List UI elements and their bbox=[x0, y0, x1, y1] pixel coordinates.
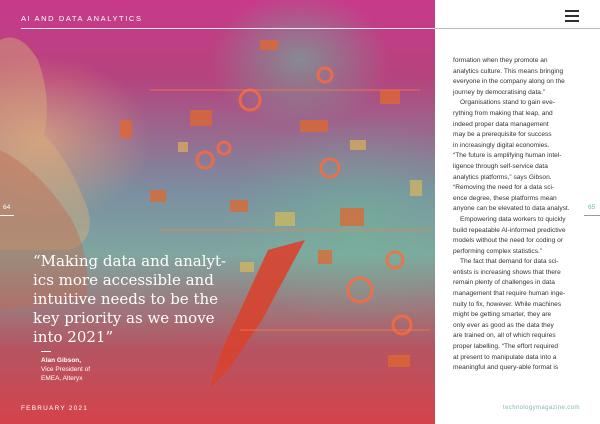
body-text-line: analytics platforms,” says Gibson. bbox=[453, 173, 552, 181]
pull-quote-line: key priority as we move bbox=[33, 309, 215, 327]
body-text-line: journey by democratising data.” bbox=[453, 88, 545, 96]
page-number-left: 64 bbox=[3, 204, 11, 211]
attribution-rule bbox=[41, 351, 51, 352]
author-name: Alan Gibson, bbox=[41, 357, 82, 364]
header-rule-right bbox=[435, 28, 600, 29]
body-text-line: analytics culture. This means bringing bbox=[453, 67, 564, 75]
body-text-line: management that require human inge- bbox=[453, 290, 566, 298]
body-text-line: performing complex statistics.” bbox=[453, 247, 543, 255]
body-text-line: Empowering data workers to quickly bbox=[460, 215, 566, 223]
body-text-line: “The future is amplifying human intel- bbox=[453, 152, 562, 160]
body-text-line: ence degree, these platforms mean bbox=[453, 194, 557, 202]
body-text-line: proper labelling. “The effort required bbox=[453, 343, 559, 351]
website-link[interactable]: technologymagazine.com bbox=[503, 405, 580, 411]
pull-quote-line: “Making data and analyt- bbox=[33, 252, 227, 270]
pull-quote bbox=[33, 252, 233, 347]
pull-quote-line: intuitive needs to be the bbox=[33, 290, 219, 308]
section-tag: AI AND DATA ANALYTICS bbox=[21, 14, 143, 23]
body-text-line: might be getting smarter, they are bbox=[453, 311, 552, 319]
body-text-line: entists is increasing shows that there bbox=[453, 268, 561, 276]
issue-date: FEBRUARY 2021 bbox=[21, 405, 89, 412]
body-text-line: meaningful and query-able format is bbox=[453, 364, 559, 372]
header-rule bbox=[21, 28, 435, 29]
body-text-line: may be a prerequisite for success bbox=[453, 131, 552, 139]
quote-attribution bbox=[41, 356, 90, 383]
author-title: Vice President of bbox=[41, 366, 91, 373]
body-text-line: formation when they promote an bbox=[453, 57, 548, 64]
body-text-line: Organisations stand to gain eve- bbox=[460, 99, 555, 107]
body-text-line: at present to manipulate data into a bbox=[453, 353, 557, 361]
page-number-right-rule bbox=[584, 215, 600, 216]
body-text-line: remain plenty of challenges in data bbox=[453, 279, 555, 287]
body-text-line: nuity to fix, however. While machines bbox=[453, 300, 562, 308]
body-text-line: in increasingly digital economies. bbox=[453, 141, 550, 149]
page-number-left-rule bbox=[0, 215, 14, 216]
article-body bbox=[453, 56, 576, 374]
hamburger-menu-icon[interactable] bbox=[565, 9, 581, 22]
body-text-line: only ever as good as the data they bbox=[453, 321, 554, 329]
body-text-line: are trained on, all of which requires bbox=[453, 332, 556, 340]
body-text-line: everyone in the company along on the bbox=[453, 78, 565, 86]
body-text-line: indeed proper data management bbox=[453, 120, 549, 128]
body-text-line: models without the need for coding or bbox=[453, 237, 563, 245]
body-text-line: build repeatable AI-informed predictive bbox=[453, 226, 566, 234]
body-text-line: rything from making that leap, and bbox=[453, 109, 553, 117]
body-text-line: The fact that demand for data sci- bbox=[460, 258, 559, 266]
page-number-right: 65 bbox=[588, 204, 596, 211]
pull-quote-line: into 2021” bbox=[33, 328, 114, 346]
body-text-line: “Removing the need for a data sci- bbox=[453, 184, 555, 192]
body-text-line: anyone can be elevated to data analyst. bbox=[453, 205, 570, 213]
pull-quote-line: ics more accessible and bbox=[33, 271, 214, 289]
body-text-line: ligence through self-service data bbox=[453, 162, 548, 170]
author-company: EMEA, Alteryx bbox=[41, 375, 83, 382]
